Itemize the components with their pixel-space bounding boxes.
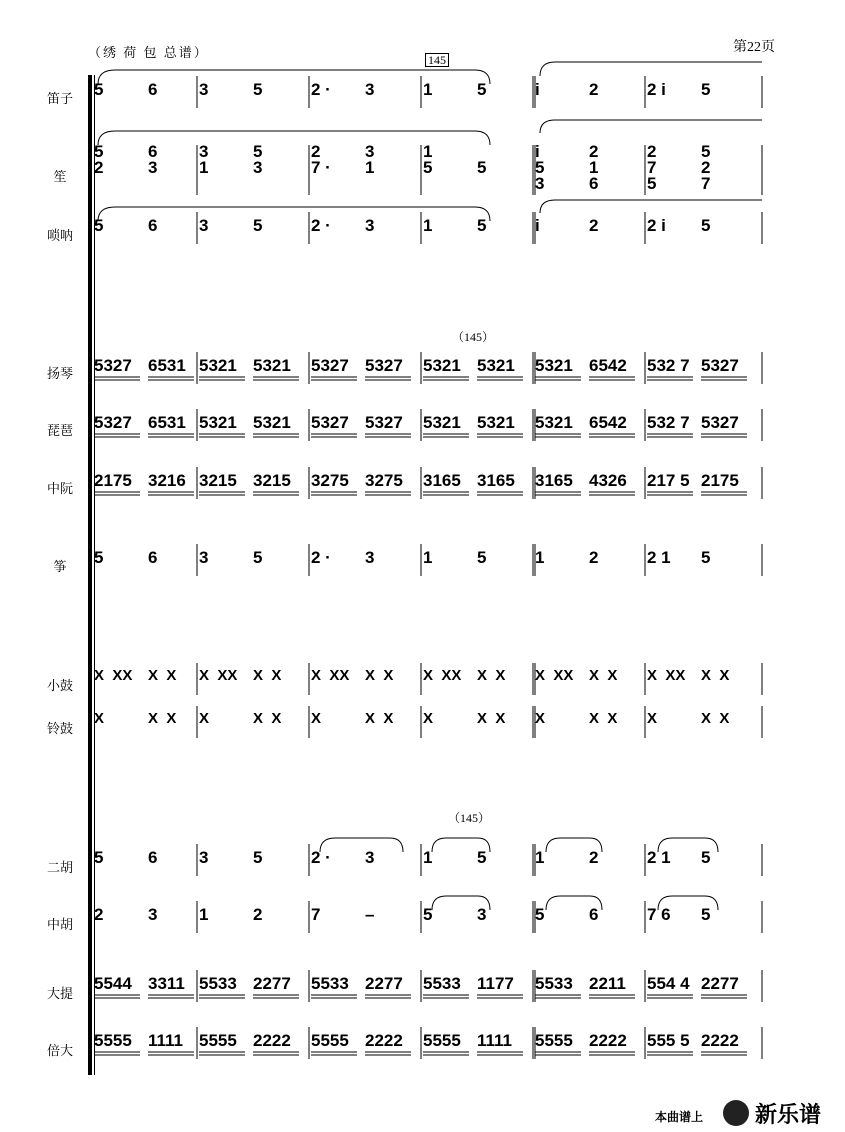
score-title: （绣 荷 包 总谱） [88, 45, 209, 60]
pipa-note: 532 7 [647, 413, 690, 432]
sheng_mid-note: 5 [477, 158, 487, 177]
sheng_top-note: 3 [199, 142, 209, 161]
pipa-note: 5321 [199, 413, 237, 432]
beida-note: 555 5 [647, 1031, 690, 1050]
zheng-note: 2 [589, 548, 599, 567]
slur-dizi-2 [540, 62, 762, 76]
erhu-note: 3 [199, 848, 209, 867]
sheng_top-note: 2 [589, 142, 599, 161]
zheng-note: 5 [477, 548, 487, 567]
zhongruan-note: 3165 [535, 471, 573, 490]
linggu-note: X X [589, 710, 618, 727]
sheng_mid-note: 5 [535, 158, 545, 177]
linggu-note: X [647, 710, 658, 727]
pipa-note: 5327 [94, 413, 132, 432]
zhongruan-note: 3215 [199, 471, 237, 490]
pipa-note: 5321 [423, 413, 461, 432]
slur-sheng-1 [98, 131, 490, 145]
suona-note: 3 [199, 216, 209, 235]
xiaogu-note: X X [365, 667, 394, 684]
site-logo: 新乐谱 [755, 1103, 822, 1128]
slur-erhu-4 [658, 838, 718, 852]
instrument-label-yangqin: 扬琴 [46, 367, 73, 382]
erhu-note: 5 [94, 848, 104, 867]
zhonghu-note: 5 [701, 905, 711, 924]
linggu-note: X X [365, 710, 394, 727]
sheng_mid-note: 7 [647, 158, 657, 177]
zheng-note: 5 [701, 548, 711, 567]
sheng_top-note: 2 [311, 142, 321, 161]
dati-note: 1177 [477, 974, 514, 993]
zhongruan-note: 2175 [94, 471, 132, 490]
yangqin-note: 5321 [253, 356, 291, 375]
xiaogu-note: X X [477, 667, 506, 684]
sheng_top-note: 5 [94, 142, 104, 161]
xiaogu-note: X X [589, 667, 618, 684]
xiaogu-note: X XX [311, 667, 350, 684]
beida-note: 5555 [423, 1031, 461, 1050]
dizi-note: 2 i [647, 80, 666, 99]
xiaogu-note: X XX [199, 667, 238, 684]
sheng_bot-note: 3 [535, 174, 545, 193]
pipa-note: 6531 [148, 413, 186, 432]
beida-note: 5555 [94, 1031, 132, 1050]
zheng-note: 6 [148, 548, 158, 567]
zhongruan-note: 3275 [365, 471, 403, 490]
suona-note: 5 [253, 216, 263, 235]
dizi-note: 1 [423, 80, 433, 99]
zheng-note: 3 [365, 548, 375, 567]
instrument-label-erhu: 二胡 [46, 861, 73, 876]
erhu-note: 3 [365, 848, 375, 867]
slur-suona-1 [98, 207, 490, 221]
instrument-label-zhongruan: 中阮 [46, 482, 73, 497]
zheng-note: 1 [423, 548, 433, 567]
xiaogu-note: X XX [535, 667, 574, 684]
zhongruan-note: 3216 [148, 471, 186, 490]
sheng_mid-note: 5 [423, 158, 433, 177]
pipa-note: 5321 [535, 413, 573, 432]
suona-note: 2 [589, 216, 599, 235]
zhonghu-note: 2 [94, 905, 104, 924]
beida-note: 5555 [311, 1031, 349, 1050]
measure-number-boxed: 145 [425, 53, 449, 67]
instrument-label-zheng: 筝 [53, 560, 67, 575]
linggu-note: X [535, 710, 546, 727]
page-number: 第22页 [733, 40, 775, 55]
footer-text: 本曲谱上 [655, 1110, 704, 1124]
yangqin-note: 532 7 [647, 356, 690, 375]
sheng_mid-note: 1 [199, 158, 209, 177]
dizi-note: 3 [365, 80, 375, 99]
sheng_top-note: 6 [148, 142, 158, 161]
instrument-label-xiaogu: 小鼓 [46, 679, 73, 694]
zhongruan-note: 3275 [311, 471, 349, 490]
beida-note: 2222 [253, 1031, 291, 1050]
dizi-note: 5 [701, 80, 711, 99]
dati-note: 5533 [311, 974, 349, 993]
sheng_mid-note: 2 [701, 158, 711, 177]
erhu-note: 2 1 [647, 848, 671, 867]
suona-note: 5 [477, 216, 487, 235]
slur-zhonghu-1 [432, 896, 490, 910]
pipa-note: 5321 [477, 413, 515, 432]
logo-disc-icon [723, 1100, 749, 1126]
erhu-note: 5 [253, 848, 263, 867]
sheng_mid-note: 1 [365, 158, 375, 177]
linggu-note: X X [477, 710, 506, 727]
zhongruan-note: 3165 [423, 471, 461, 490]
suona-note: 3 [365, 216, 375, 235]
sheng_top-note: 5 [701, 142, 711, 161]
slur-zhonghu-2 [546, 896, 602, 910]
beida-note: 5555 [535, 1031, 573, 1050]
pipa-note: 5321 [253, 413, 291, 432]
sheng_mid-note: 3 [253, 158, 263, 177]
pipa-note: 5327 [701, 413, 739, 432]
zhongruan-note: 217 5 [647, 471, 690, 490]
zhonghu-note: 7 [311, 905, 321, 924]
erhu-note: 2 [589, 848, 599, 867]
sheng_mid-note: 1 [589, 158, 599, 177]
linggu-note: X [199, 710, 210, 727]
slur-erhu-1 [320, 838, 403, 852]
beida-note: 1111 [148, 1031, 184, 1050]
zhonghu-note: 2 [253, 905, 263, 924]
sheng_bot-note: 6 [589, 174, 599, 193]
yangqin-note: 5321 [477, 356, 515, 375]
suona-note: 5 [701, 216, 711, 235]
xiaogu-note: X XX [423, 667, 462, 684]
instrument-label-beida: 倍大 [46, 1044, 73, 1059]
sheng_top-note: 3 [365, 142, 375, 161]
zheng-note: 3 [199, 548, 209, 567]
erhu-note: 6 [148, 848, 158, 867]
yangqin-note: 6542 [589, 356, 627, 375]
slur-dizi-1 [98, 70, 490, 84]
yangqin-note: 5327 [701, 356, 739, 375]
yangqin-note: 5327 [365, 356, 403, 375]
linggu-note: X [423, 710, 434, 727]
linggu-note: X X [253, 710, 282, 727]
yangqin-note: 6531 [148, 356, 186, 375]
zhonghu-note: 3 [477, 905, 487, 924]
pipa-note: 6542 [589, 413, 627, 432]
slur-sheng-2 [540, 120, 762, 133]
dizi-note: 5 [477, 80, 487, 99]
sheng_mid-note: 3 [148, 158, 158, 177]
sheng_top-note: i [535, 142, 540, 161]
sheng_bot-note: 7 [701, 174, 711, 193]
xiaogu-note: X X [253, 667, 282, 684]
dati-note: 5544 [94, 974, 132, 993]
yangqin-note: 5327 [94, 356, 132, 375]
dati-note: 2277 [365, 974, 403, 993]
xiaogu-note: X XX [94, 667, 133, 684]
yangqin-note: 5321 [535, 356, 573, 375]
zhonghu-note: 3 [148, 905, 158, 924]
erhu-note: 5 [701, 848, 711, 867]
beida-note: 1111 [477, 1031, 513, 1050]
zhonghu-note: 5 [535, 905, 545, 924]
beida-note: 2222 [701, 1031, 739, 1050]
instrument-label-dati: 大提 [46, 987, 73, 1002]
dizi-note: 6 [148, 80, 158, 99]
dizi-note: 5 [253, 80, 263, 99]
linggu-note: X [94, 710, 105, 727]
erhu-note: 5 [477, 848, 487, 867]
instrument-label-suona: 唢呐 [46, 229, 73, 244]
suona-note: 1 [423, 216, 433, 235]
dati-note: 554 4 [647, 974, 690, 993]
instrument-label-pipa: 琵琶 [46, 424, 73, 439]
dizi-note: i [535, 80, 540, 99]
linggu-note: X X [148, 710, 177, 727]
dati-note: 2211 [589, 974, 626, 993]
yangqin-note: 5321 [423, 356, 461, 375]
pipa-note: 5327 [311, 413, 349, 432]
linggu-note: X [311, 710, 322, 727]
suona-note: 5 [94, 216, 104, 235]
suona-note: i [535, 216, 540, 235]
dati-note: 2277 [701, 974, 739, 993]
instrument-label-sheng: 笙 [53, 170, 67, 185]
measure-number-strings-plucked: （145） [452, 330, 495, 344]
instrument-label-zhonghu: 中胡 [46, 918, 73, 933]
zhongruan-note: 2175 [701, 471, 739, 490]
xiaogu-note: X X [701, 667, 730, 684]
zhongruan-note: 3165 [477, 471, 515, 490]
sheng_mid-note: 2 [94, 158, 104, 177]
beida-note: 5555 [199, 1031, 237, 1050]
zhonghu-note: 7 6 [647, 905, 671, 924]
dati-note: 3311 [148, 974, 185, 993]
dati-note: 5533 [535, 974, 573, 993]
beida-note: 2222 [589, 1031, 627, 1050]
dizi-note: 5 [94, 80, 104, 99]
dizi-note: 3 [199, 80, 209, 99]
zhonghu-note: 6 [589, 905, 599, 924]
dizi-note: 2 · [311, 80, 331, 99]
xiaogu-note: X XX [647, 667, 686, 684]
zhonghu-note: – [365, 905, 375, 924]
slur-erhu-2 [432, 838, 490, 852]
sheng_top-note: 2 [647, 142, 657, 161]
zheng-note: 2 · [311, 548, 331, 567]
linggu-note: X X [701, 710, 730, 727]
yangqin-note: 5327 [311, 356, 349, 375]
sheng_top-note: 1 [423, 142, 433, 161]
measure-number-bowed: （145） [448, 811, 491, 825]
slur-zhonghu-3 [658, 896, 718, 910]
instrument-label-dizi: 笛子 [46, 92, 73, 107]
zheng-note: 5 [253, 548, 263, 567]
suona-note: 2 i [647, 216, 666, 235]
zhongruan-note: 3215 [253, 471, 291, 490]
beida-note: 2222 [365, 1031, 403, 1050]
slur-suona-2 [540, 200, 762, 213]
zheng-note: 1 [535, 548, 545, 567]
yangqin-note: 5321 [199, 356, 237, 375]
sheng_mid-note: 7 · [311, 158, 331, 177]
sheng_bot-note: 5 [647, 174, 657, 193]
zhonghu-note: 5 [423, 905, 433, 924]
dati-note: 5533 [423, 974, 461, 993]
zheng-note: 2 1 [647, 548, 671, 567]
sheng_top-note: 5 [253, 142, 263, 161]
slur-erhu-3 [546, 838, 602, 852]
dati-note: 2277 [253, 974, 291, 993]
pipa-note: 5327 [365, 413, 403, 432]
erhu-note: 1 [535, 848, 545, 867]
zhongruan-note: 4326 [589, 471, 627, 490]
erhu-note: 1 [423, 848, 433, 867]
zheng-note: 5 [94, 548, 104, 567]
suona-note: 2 · [311, 216, 331, 235]
zhonghu-note: 1 [199, 905, 209, 924]
dati-note: 5533 [199, 974, 237, 993]
xiaogu-note: X X [148, 667, 177, 684]
suona-note: 6 [148, 216, 158, 235]
erhu-note: 2 · [311, 848, 331, 867]
instrument-label-linggu: 铃鼓 [46, 722, 73, 737]
dizi-note: 2 [589, 80, 599, 99]
